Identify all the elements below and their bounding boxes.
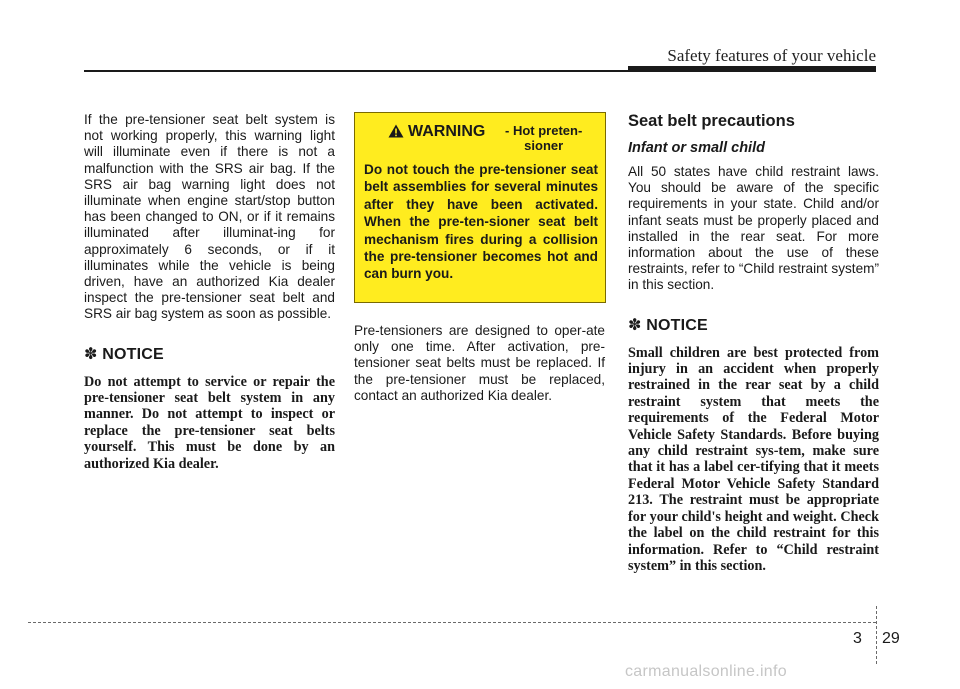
notice-text: Do not attempt to service or repair the pre-tensioner seat belt system in any manner. Do not attempt to inspect or replace the pre-tensioner seat belts yourself. This must be done by an authorized Kia dealer. (84, 373, 335, 472)
child-restraint-laws-paragraph: All 50 states have child restraint laws. You should be aware of the specific requirements in your state. Child and/or infant seats must be properly placed and installed in the rear seat. For more information about the use of these restraints, refer to “Child restraint system” in this section. (628, 164, 879, 293)
page-header-title: Safety features of your vehicle (667, 46, 876, 65)
watermark: carmanualsonline.info (625, 663, 787, 680)
page-number: 29 (882, 630, 900, 647)
warning-subtitle: - Hot preten-sioner (505, 123, 583, 153)
warning-box (354, 112, 606, 303)
column-right (628, 112, 879, 574)
chapter-number: 3 (853, 630, 862, 647)
column-left (84, 112, 335, 472)
warning-text: Do not touch the pre-tensioner seat belt assemblies for several minutes after they have been activated. When the pre-ten-sioner seat belt mechanism fires during a collision the pre-tensioner becomes hot and can burn you. (364, 162, 598, 282)
warning-header (388, 123, 598, 153)
notice-title: ✽ NOTICE (628, 316, 708, 334)
pretensioner-activation-paragraph: Pre-tensioners are designed to oper-ate only one time. After activation, pre-tensioner seat belts must be replaced. If the pre-tensioner must be replaced, contact an authorized Kia dealer. (354, 323, 605, 403)
header-rule-accent (628, 66, 876, 72)
footer-dashed-rule (28, 622, 876, 623)
column-middle (354, 112, 605, 404)
notice-title: ✽ NOTICE (84, 345, 164, 363)
section-subtitle: Infant or small child (628, 140, 765, 156)
warning-label: WARNING (408, 123, 486, 140)
warning-triangle-icon (388, 124, 404, 138)
notice-text: Small children are best protected from injury in an accident when properly restrained in the rear seat by a child restraint system that meets the requirements of the Federal Motor Vehicle Safety Standards. Before buying any child restraint sys-tem, make sure that it has a label cer-tifying that it meets Federal Motor Vehicle Safety Standard 213. The restraint must be appropriate for your child's height and weight. Check the label on the child restraint for this information. Refer to “Child restraint system” in this section. (628, 344, 879, 574)
pretensioner-warning-light-paragraph: If the pre-tensioner seat belt system is not working properly, this warning light will illuminate even if there is not a malfunction with the SRS air bag. If the SRS air bag warning light does not illuminate when engine start/stop button has been changed to ON, or if it remains illuminated after illuminat-ing for approximately 6 seconds, or if it illuminates while the vehicle is being driven, have an authorized Kia dealer inspect the pre-tensioner seat belt and SRS air bag system as soon as possible. (84, 112, 335, 322)
page-number-separator (876, 606, 877, 664)
section-title: Seat belt precautions (628, 112, 795, 130)
